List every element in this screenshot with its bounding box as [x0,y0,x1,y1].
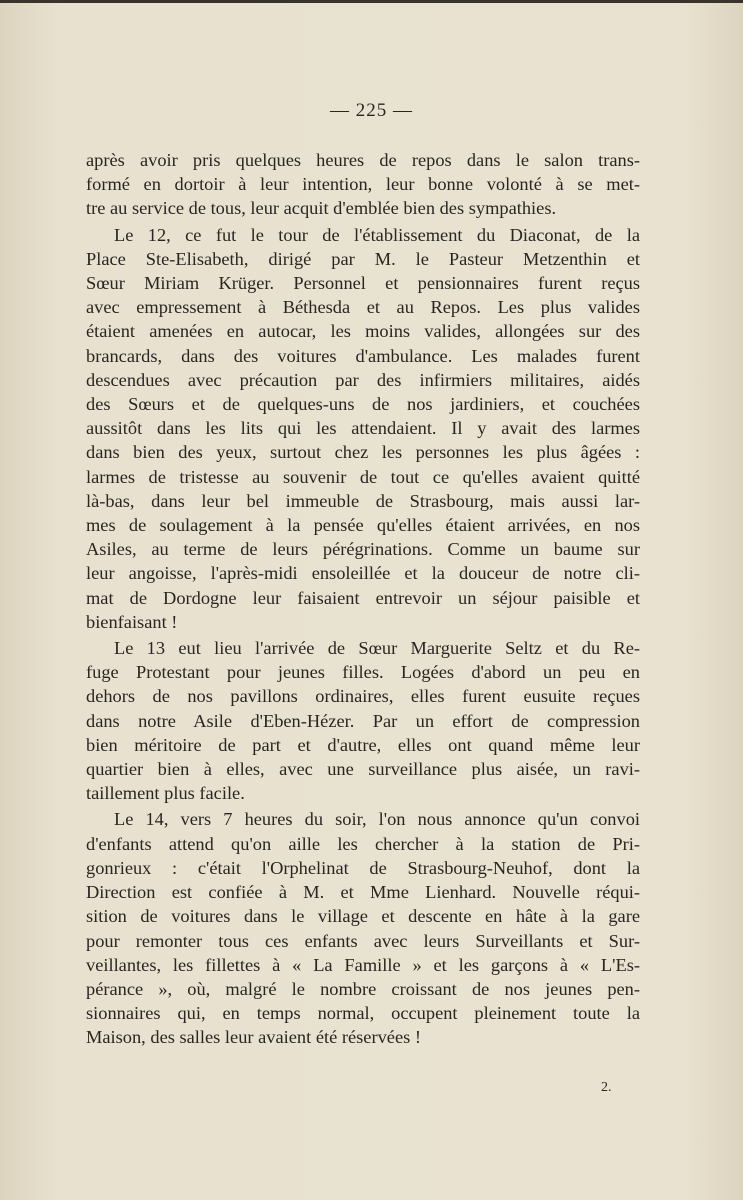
text-line: pérance », où, malgré le nombre croissant de nos jeunes pen- [86,978,640,999]
text-line: Maison, des salles leur avaient été réservées ! [86,1027,421,1048]
text-line: formé en dortoir à leur intention, leur bonne volonté à se met- [86,174,640,195]
text-line: veillantes, les fillettes à « La Famille » et les garçons à « L'Es- [86,954,640,975]
text-line: étaient amenées en autocar, les moins valides, allongées sur des [86,321,640,342]
text-line: bienfaisant ! [86,611,178,632]
paragraph [86,636,640,805]
paragraph [86,148,640,221]
text-line: aussitôt dans les lits qui les attendaient. Il y avait des larmes [86,418,640,439]
text-line: larmes de tristesse au souvenir de tout ce qu'elles avaient quitté [86,466,640,487]
text-line: Place Ste-Elisabeth, dirigé par M. le Pasteur Metzenthin et [86,248,640,269]
text-line: Asiles, au terme de leurs pérégrinations. Comme un baume sur [86,539,640,560]
text-line: dehors de nos pavillons ordinaires, elles furent eusuite reçues [86,686,640,707]
page-number: — 225 — [330,100,413,121]
text-line: Le 14, vers 7 heures du soir, l'on nous annonce qu'un convoi [114,809,640,830]
paragraph [86,807,640,1049]
text-line: Le 13 eut lieu l'arrivée de Sœur Marguerite Seltz et du Re- [114,638,640,659]
text-line: gonrieux : c'était l'Orphelinat de Strasbourg-Neuhof, dont la [86,857,640,878]
text-line: Direction est confiée à M. et Mme Lienhard. Nouvelle réqui- [86,882,640,903]
text-line: descendues avec précaution par des infirmiers militaires, aidés [86,369,640,390]
text-line: sition de voitures dans le village et descente en hâte à la gare [86,906,640,927]
body-text [86,148,640,1050]
paragraph [86,223,640,634]
text-line: Sœur Miriam Krüger. Personnel et pensionnaires furent reçus [86,273,640,294]
text-line: fuge Protestant pour jeunes filles. Logées d'abord un peu en [86,662,640,683]
page-top-edge [0,0,743,3]
text-line: mes de soulagement à la pensée qu'elles étaient arrivées, en nos [86,515,640,536]
text-line: des Sœurs et de quelques-uns de nos jardiniers, et couchées [86,394,640,415]
text-line: bien méritoire de part et d'autre, elles ont quand même leur [86,734,640,755]
text-line: quartier bien à elles, avec une surveillance plus aisée, un ravi- [86,759,640,780]
text-line: avec empressement à Béthesda et au Repos. Les plus valides [86,297,640,318]
text-line: taillement plus facile. [86,783,245,804]
text-line: mat de Dordogne leur faisaient entrevoir un séjour paisible et [86,587,640,608]
text-line: leur angoisse, l'après-midi ensoleillée et la douceur de notre cli- [86,563,640,584]
text-line: sionnaires qui, en temps normal, occupent pleinement toute la [86,1003,640,1024]
text-line: Le 12, ce fut le tour de l'établissement du Diaconat, de la [114,224,640,245]
text-line: tre au service de tous, leur acquit d'emblée bien des sympathies. [86,198,557,219]
text-line: après avoir pris quelques heures de repos dans le salon trans- [86,150,640,170]
text-line: brancards, dans des voitures d'ambulance. Les malades furent [86,345,640,366]
text-line: là-bas, dans leur bel immeuble de Strasbourg, mais aussi lar- [86,490,640,511]
text-line: pour remonter tous ces enfants avec leurs Surveillants et Sur- [86,930,640,951]
text-line: dans bien des yeux, surtout chez les personnes les plus âgées : [86,442,640,463]
text-line: d'enfants attend qu'on aille les chercher à la station de Pri- [86,833,640,854]
text-line: dans notre Asile d'Eben-Hézer. Par un effort de compression [86,710,640,731]
signature-mark: 2. [601,1080,612,1095]
